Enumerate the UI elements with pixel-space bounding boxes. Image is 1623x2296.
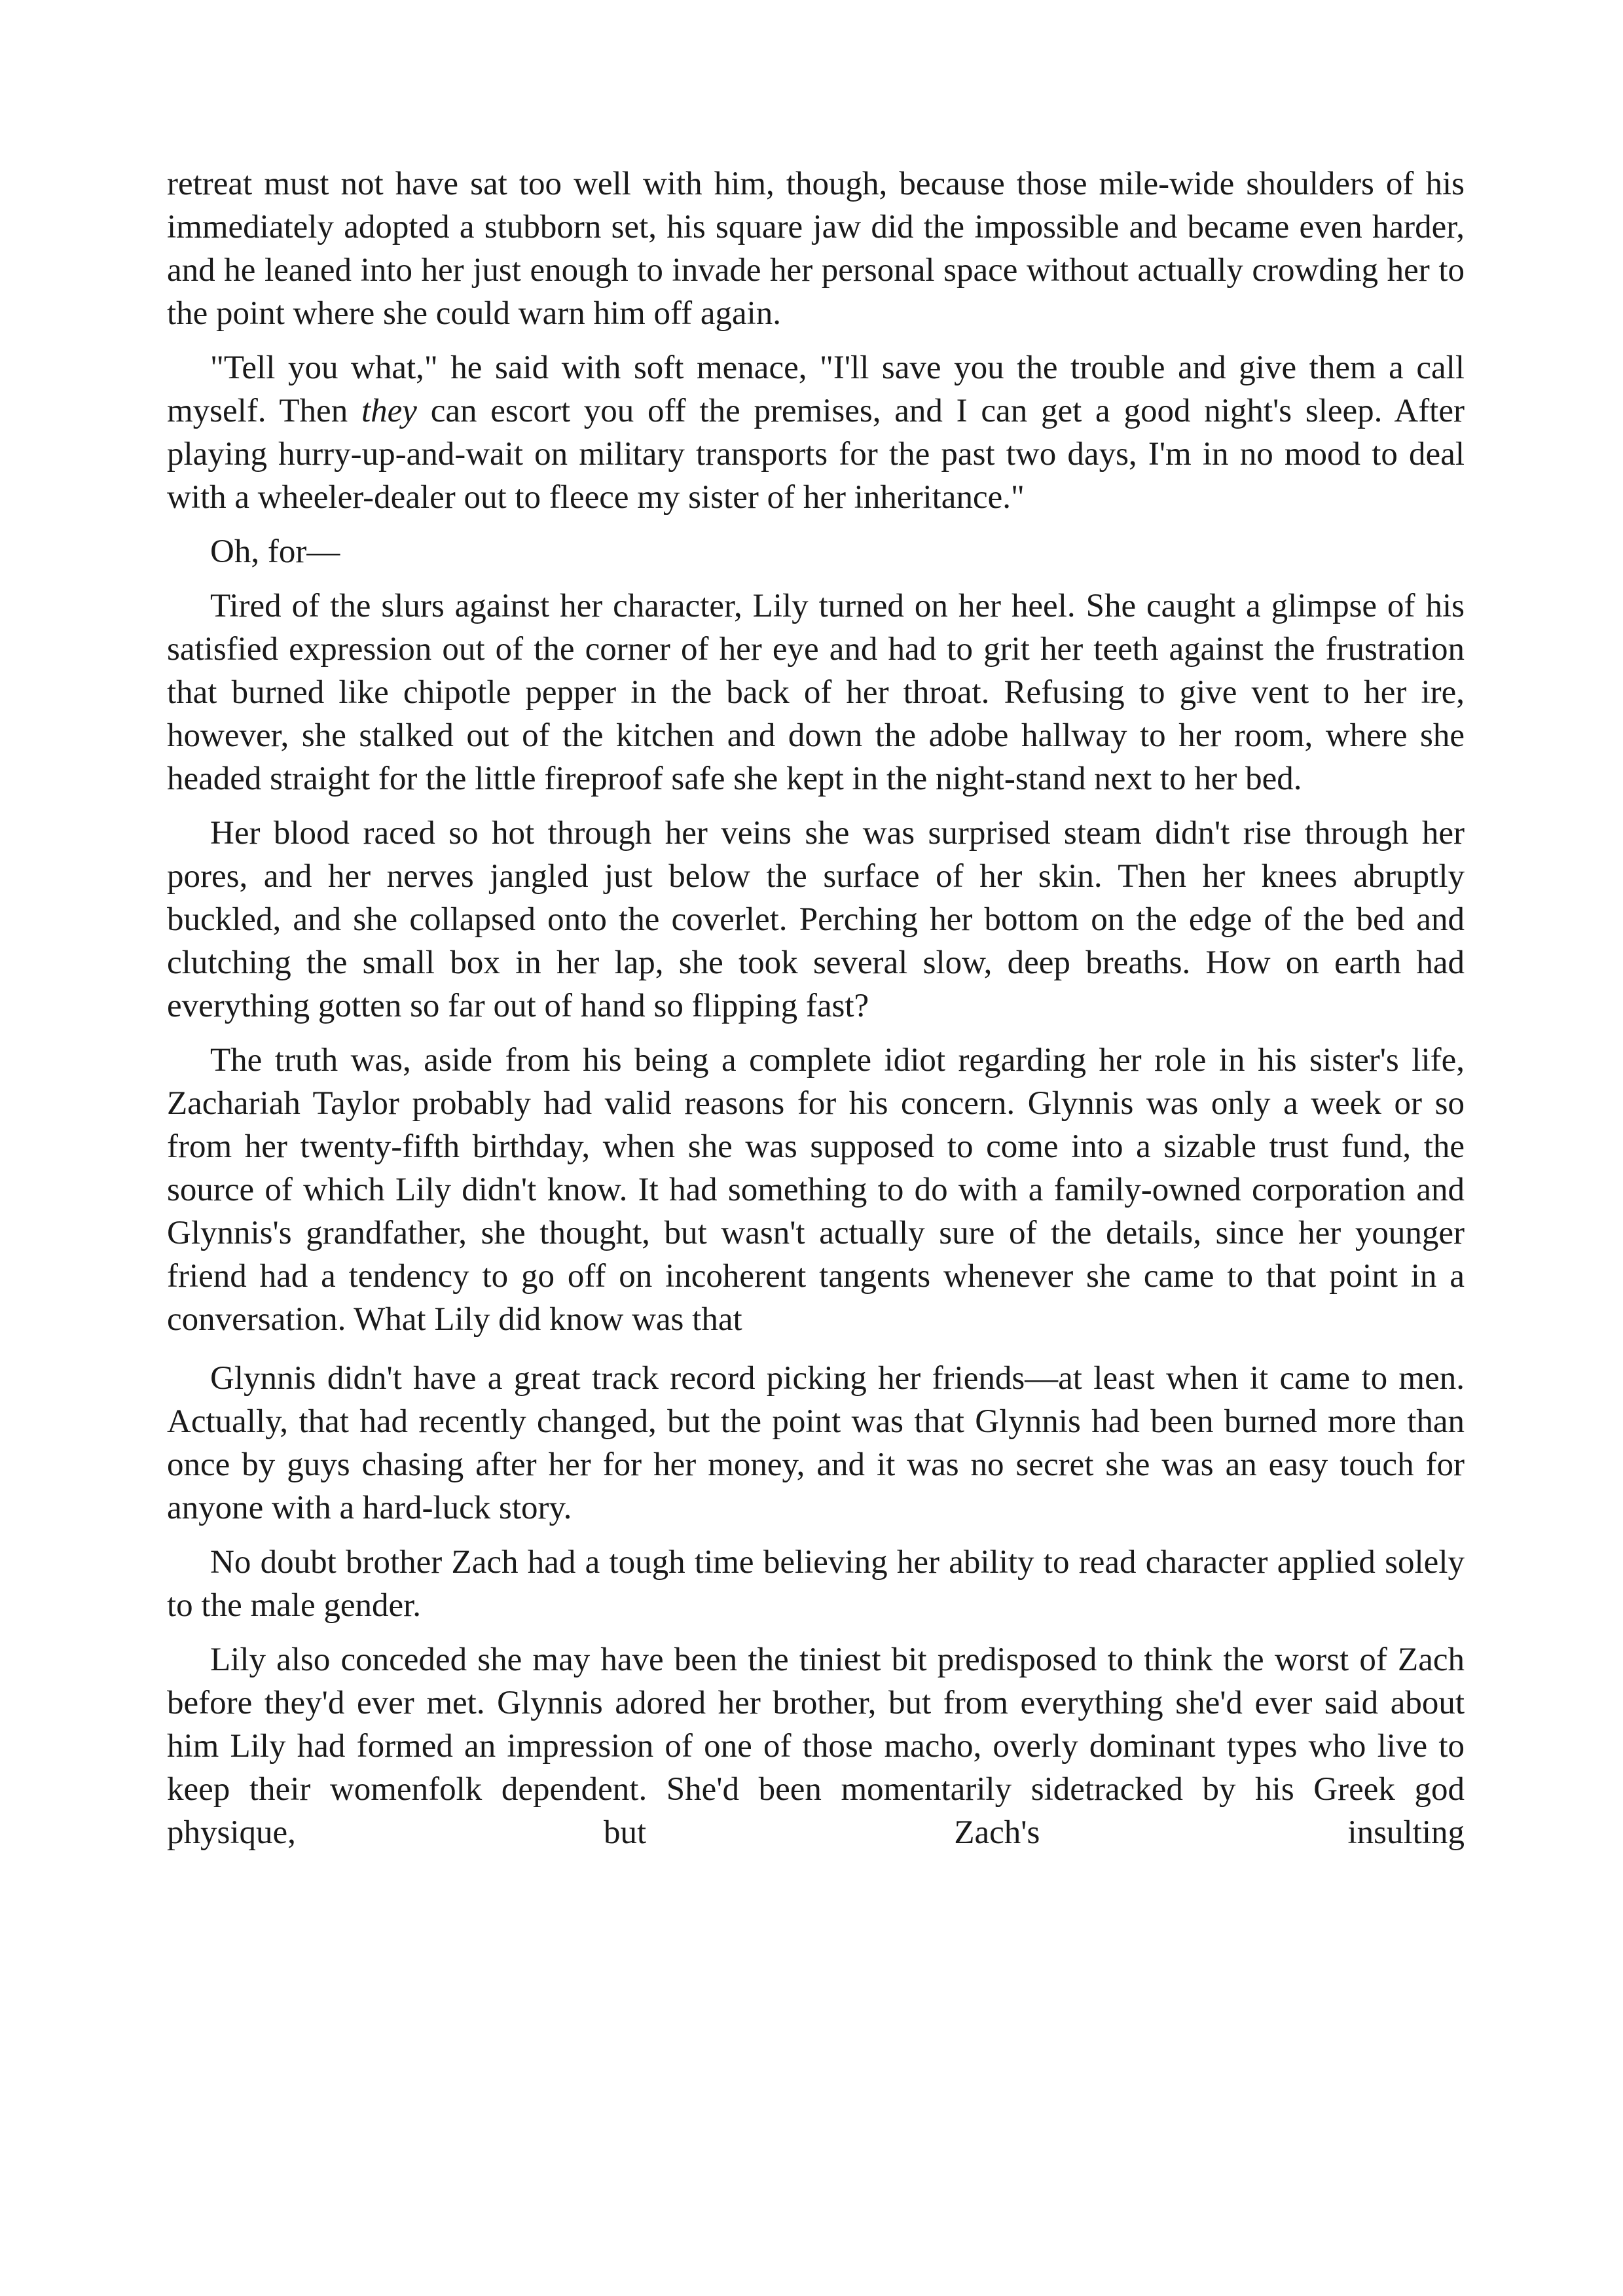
paragraph-4: Tired of the slurs against her character, Lily turned on her heel. She caught a glimpse of his satisfied expression out of the corner of her eye and had to grit her teeth against the frustration that burned like chipotle pepper in the back of her throat. Refusing to give vent to her ire, however, she stalked out of the kitchen and down the adobe hallway to her room, where she headed straight for the little fireproof safe she kept in the night-stand next to her bed.: [167, 588, 1465, 797]
paragraph-2-emphasis: they: [361, 393, 417, 429]
paragraph-1: retreat must not have sat too well with him, though, because those mile-wide shoulders of his immediately adopted a stubborn set, his square jaw did the impossible and became even harder, and he leaned into her just enough to invade her personal space without actually crowding her to the point where she could warn him off again.: [167, 166, 1465, 332]
book-page: [167, 162, 1465, 1865]
paragraph-6: The truth was, aside from his being a complete idiot regarding her role in his sister's life, Zachariah Taylor probably had valid reasons for his concern. Glynnis was only a week or so from her twenty-fifth birthday, when she was supposed to come into a sizable trust fund, the source of which Lily didn't know. It had something to do with a family-owned corporation and Glynnis's grandfather, she thought, but wasn't actually sure of the details, since her younger friend had a tendency to go off on incoherent tangents whenever she came to that point in a conversation. What Lily did know was that: [167, 1042, 1465, 1338]
paragraph-8: No doubt brother Zach had a tough time believing her ability to read character applied solely to the male gender.: [167, 1544, 1465, 1624]
paragraph-3: Oh, for—: [210, 533, 340, 570]
paragraph-2-after: can escort you off the premises, and I can get a good night's sleep. After playing hurry-up-and-wait on military transports for the past two days, I'm in no mood to deal with a wheeler-dealer out to fleece my sister of her inheritance.": [167, 393, 1465, 516]
paragraph-5: Her blood raced so hot through her veins she was surprised steam didn't rise through her pores, and her nerves jangled just below the surface of her skin. Then her knees abruptly buckled, and she collapsed onto the coverlet. Perching her bottom on the edge of the bed and clutching the small box in her lap, she took several slow, deep breaths. How on earth had everything gotten so far out of hand so flipping fast?: [167, 815, 1465, 1024]
paragraph-2-before: "Tell you what," he said with soft menace, "I'll save you the trouble and give them a call myself. Then: [167, 350, 1465, 429]
paragraph-9: Lily also conceded she may have been the tiniest bit predisposed to think the worst of Zach before they'd ever met. Glynnis adored her brother, but from everything she'd ever said about him Lily had formed an impression of one of those macho, overly dominant types who live to keep their womenfolk dependent. She'd been momentarily sidetracked by his Greek god physique, but Zach's insulting: [167, 1641, 1465, 1851]
paragraph-7: Glynnis didn't have a great track record picking her friends—at least when it came to men. Actually, that had recently changed, but the point was that Glynnis had been burned more than once by guys chasing after her for her money, and it was no secret she was an easy touch for anyone with a hard-luck story.: [167, 1360, 1465, 1526]
paragraph-2: [167, 346, 1465, 519]
